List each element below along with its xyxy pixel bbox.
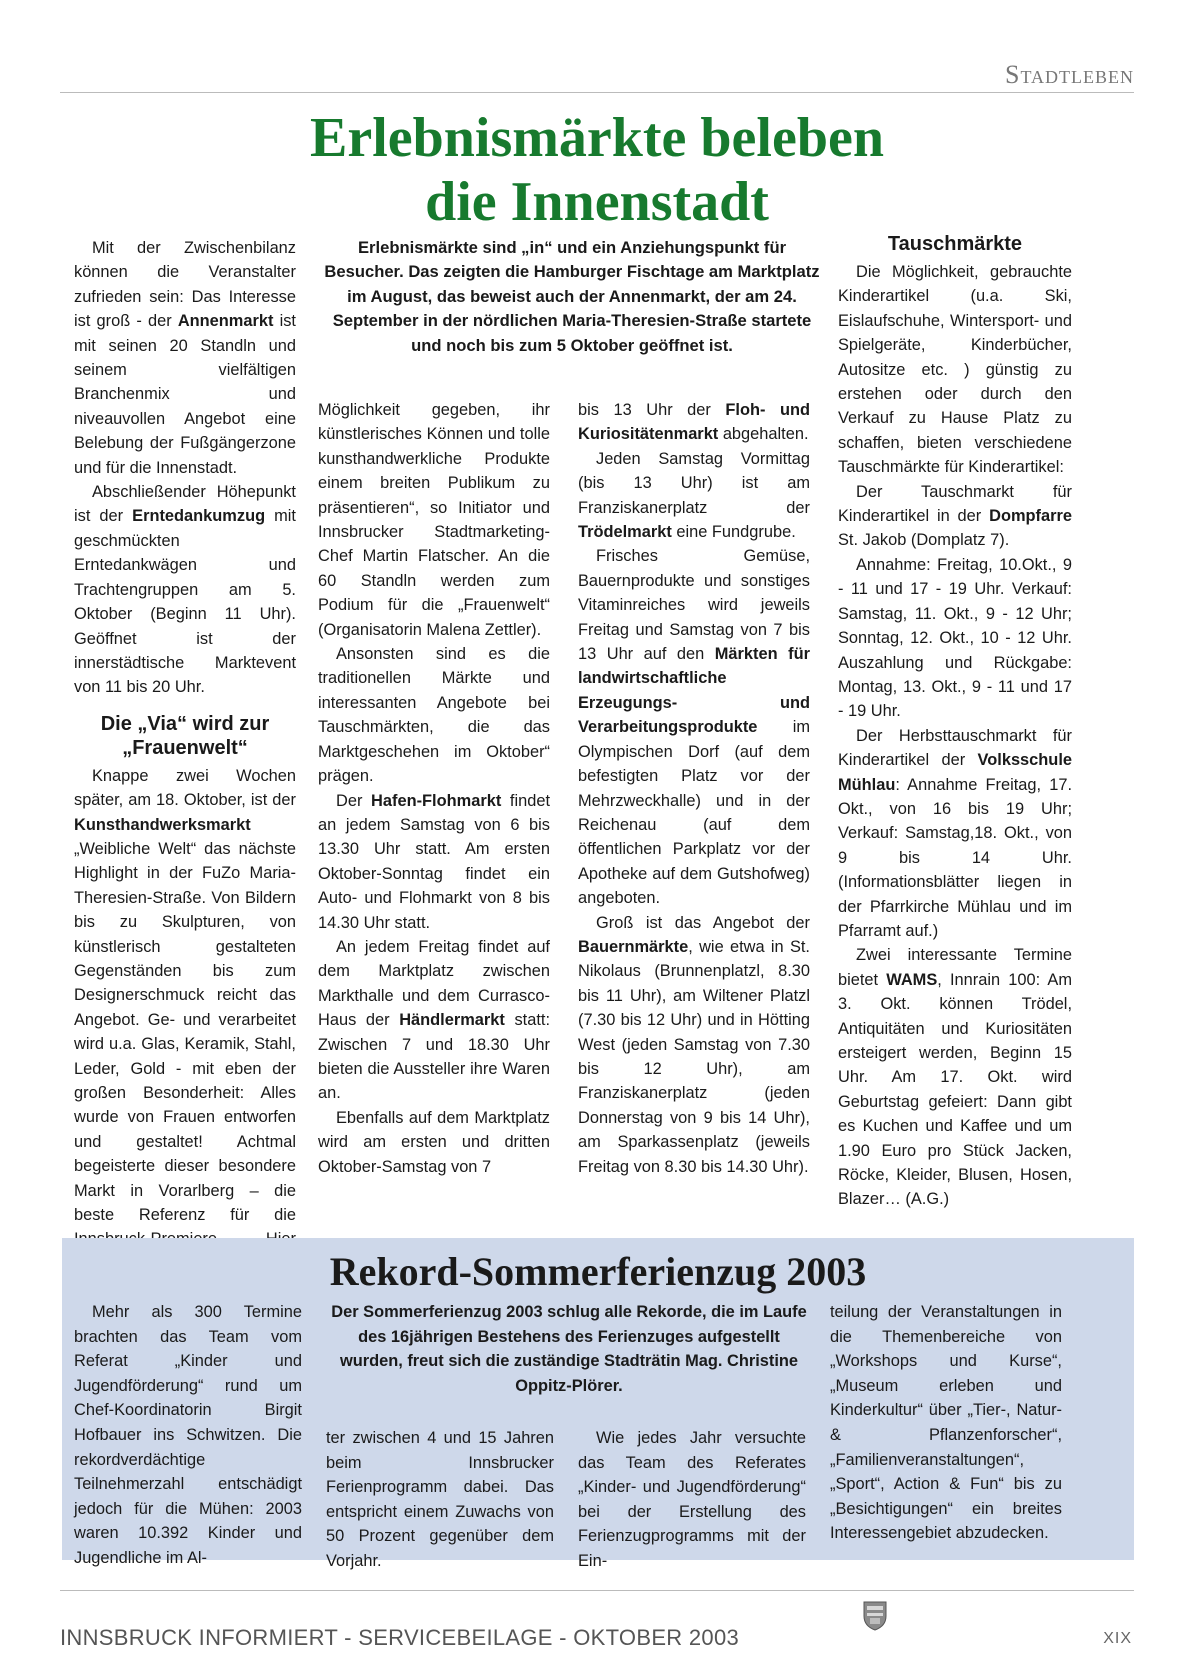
paragraph: Möglichkeit gegeben, ihr künstlerisches Können und tolle kunsthandwerkliche Produkte einem breiten Publikum zu präsentieren“, so Initiator und Innsbrucker Stadtmarketing-Chef Martin Flatscher. An die 60 Standln werden zum Podium für die „Frauenwelt“ (Organisatorin Malena Zettler). — [318, 401, 550, 639]
paragraph: Wie jedes Jahr versuchte das Team des Referates „Kinder- und Jugendförderung“ bei der Erstellung des Ferienzugprogramms mit der Ein- — [578, 1429, 806, 1570]
paragraph: Jeden Samstag Vormittag (bis 13 Uhr) ist am Franziskanerplatz der Trödelmarkt eine Fundgrube. — [578, 449, 810, 542]
subheading-tauschmaerkte: Tauschmärkte — [887, 233, 1023, 255]
paragraph: ter zwischen 4 und 15 Jahren beim Innsbrucker Ferienprogramm dabei. Das entspricht einem Zuwachs von 50 Prozent gegenüber dem Vorjahr. — [326, 1429, 554, 1570]
article-column-3 — [578, 398, 810, 1179]
paragraph: Zwei interessante Termine bietet WAMS, Innrain 100: Am 3. Okt. können Trödel, Antiquitäten und Kuriositäten ersteigert werden, Beginn 15 Uhr. Am 17. Okt. wird Geburtstag gefeiert: Dann gibt es Kuchen und Kaffee und um 1.90 Euro pro Stück Jacken, Röcke, Kleider, Blusen, Hosen, Blazer… (A.G.) — [838, 946, 1072, 1209]
paragraph: Der Herbsttauschmarkt für Kinderartikel der Volksschule Mühlau: Annahme Freitag, 17. Okt., von 16 bis 19 Uhr; Verkauf: Samstag,18. Okt., von 9 bis 14 Uhr. (Informationsblätter liegen in der Pfarrkirche Mühlau und im Pfarramt auf.) — [838, 726, 1072, 940]
paragraph: Der Tauschmarkt für Kinderartikel in der Dompfarre St. Jakob (Domplatz 7). — [838, 482, 1072, 550]
article-column-1 — [74, 236, 296, 1276]
paragraph: Die Möglichkeit, gebrauchte Kinderartikel (u.a. Ski, Eislaufschuhe, Wintersport- und Spielgeräte, Kinderbücher, Autositze etc. ) günstig zu erstehen oder durch den Verkauf zu Hause Platz zu schaffen, bieten verschiedene Tauschmärkte für Kinderartikel: — [838, 263, 1072, 477]
article-column-2 — [318, 398, 550, 1179]
paragraph: Abschließender Höhepunkt ist der Erntedankumzug mit geschmückten Erntedankwägen und Trachtengruppen am 5. Oktober (Beginn 11 Uhr). Geöffnet ist der innerstädtische Marktevent von 11 bis 20 Uhr. — [74, 483, 296, 697]
box-column-1 — [74, 1300, 302, 1571]
footer-title: INNSBRUCK INFORMIERT - SERVICEBEILAGE - OKTOBER 2003 — [60, 1625, 740, 1650]
headline — [60, 106, 1134, 234]
paragraph: Ebenfalls auf dem Marktplatz wird am ersten und dritten Oktober-Samstag von 7 — [318, 1108, 550, 1176]
subheading: Die „Via“ wird zur „Frauenwelt“ — [100, 712, 270, 759]
lead-paragraph: Erlebnismärkte sind „in“ und ein Anziehungspunkt für Besucher. Das zeigten die Hamburger Fischtage am Marktplatz im August, das beweist auch der Annenmarkt, der am 24. September in der nördlichen Maria-Theresien-Straße startete und noch bis zum 5 Oktober geöffnet ist. — [324, 238, 820, 355]
bottom-divider — [60, 1590, 1134, 1591]
paragraph: Mehr als 300 Termine brachten das Team vom Referat „Kinder und Jugendförderung“ rund um Chef-Koordinatorin Birgit Hofbauer ins Schwitzen. Die rekordverdächtige Teilnehmerzahl entschädigt jedoch für die Mühen: 2003 waren 10.392 Kinder und Jugendliche im Al- — [74, 1303, 302, 1567]
paragraph: teilung der Veranstaltungen in die Themenbereiche von „Workshops und Kurse“, „Museum erleben und Kinderkultur“ über „Tier-, Natur- & Pflanzenforscher“, „Familienveranstaltungen“, „Sport“, Action & Fun“ bis zu „Besichtigungen“ ein breites Interessengebiet abzudecken. — [830, 1303, 1062, 1543]
city-crest-icon — [862, 1600, 888, 1632]
headline-line-2: die Innenstadt — [425, 171, 769, 233]
paragraph: bis 13 Uhr der Floh- und Kuriositätenmarkt abgehalten. — [578, 401, 811, 444]
box-column-2 — [326, 1426, 554, 1574]
article-column-4 — [838, 233, 1072, 1212]
paragraph: Frisches Gemüse, Bauernprodukte und sonstiges Vitaminreiches wird jeweils Freitag und Samstag von 7 bis 13 Uhr auf den Märkten für landwirtschaftliche Erzeugungs- und Verarbeitungsprodukte im Olympischen Dorf (auf dem befestigten Platz vor der Mehrzweckhalle) und in der Reichenau (auf dem öffentlichen Parkplatz vor der Apotheke auf dem Gutshofweg) angeboten. — [578, 547, 810, 908]
paragraph: Knappe zwei Wochen später, am 18. Oktober, ist der Kunsthandwerksmarkt „Weibliche Welt“ das nächste Highlight in der FuZo Maria-Theresien-Straße. Von Bildern bis zu Skulpturen, von künstlerisch gestalteten Gegenständen bis zum Designerschmuck reicht das Angebot. Ge- und verarbeitet wird u.a. Glas, Keramik, Stahl, Leder, Gold - mit eben der großen Besonderheit: Alles wurde von Frauen entworfen und gestaltet! Achtmal begeisterte dieser besondere Markt in Vorarlberg – die beste Referenz für die — [74, 766, 296, 1225]
paragraph: Der Hafen-Flohmarkt findet an jedem Samstag von 6 bis 13.30 Uhr statt. Am ersten Oktober-Sonntag findet ein Auto- und Flohmarkt von 8 bis 14.30 Uhr statt. — [318, 791, 551, 932]
headline-line-1: Erlebnismärkte beleben — [310, 107, 884, 169]
paragraph: Annahme: Freitag, 10.Okt., 9 - 11 und 17 - 19 Uhr. Verkauf: Samstag, 11. Okt., 9 - 12 Uhr; Sonntag, 12. Okt., 10 - 12 Uhr. Auszahlung und Rückgabe: Montag, 13. Okt., 9 - 11 und 17 - 19 Uhr. — [838, 555, 1072, 721]
paragraph: An jedem Freitag findet auf dem Marktplatz zwischen Markthalle und dem Currasco-Haus der Händlermarkt statt: Zwischen 7 und 18.30 Uhr bieten die Aussteller ihre Waren an. — [318, 937, 550, 1103]
box-column-4 — [830, 1300, 1062, 1546]
paragraph: Ansonsten sind es die traditionellen Märkte und interessanten Angebote bei Tauschmärkten, die das Marktgeschehen im Oktober“ prägen. — [318, 645, 550, 786]
top-divider — [60, 92, 1134, 93]
box-column-3 — [578, 1426, 806, 1574]
box-lead: Der Sommerferienzug 2003 schlug alle Rekorde, die im Laufe des 16jährigen Bestehens des Ferienzuges aufgestellt wurden, freut sich die zuständige Stadträtin Mag. Christine Oppitz-Plörer. — [331, 1303, 807, 1395]
paragraph: Groß ist das Angebot der Bauernmärkte, wie etwa in St. Nikolaus (Brunnenplatzl, 8.30 bis 11 Uhr), am Wiltener Platzl (7.30 bis 12 Uhr) und in Hötting West (jeden Samstag von 7.30 bis 12 Uhr), am Franziskanerplatz (jeden Donnerstag von 9 bis 14 Uhr), am Sparkassenplatz (jeweils Freitag von 8.30 bis 14.30 Uhr). — [578, 913, 810, 1176]
box-title: Rekord-Sommerferienzug 2003 — [329, 1249, 867, 1294]
section-label: Stadtleben — [1005, 60, 1134, 89]
page-number: XIX — [1103, 1630, 1132, 1647]
paragraph: Mit der Zwischenbilanz können die Veranstalter zufrieden sein: Das Interesse ist groß - der Annenmarkt ist mit seinen 20 Standln und seinem vielfältigen Branchenmix und niveauvollen Angebot eine Belebung der Fußgängerzone und für die Innenstadt. — [74, 239, 296, 477]
